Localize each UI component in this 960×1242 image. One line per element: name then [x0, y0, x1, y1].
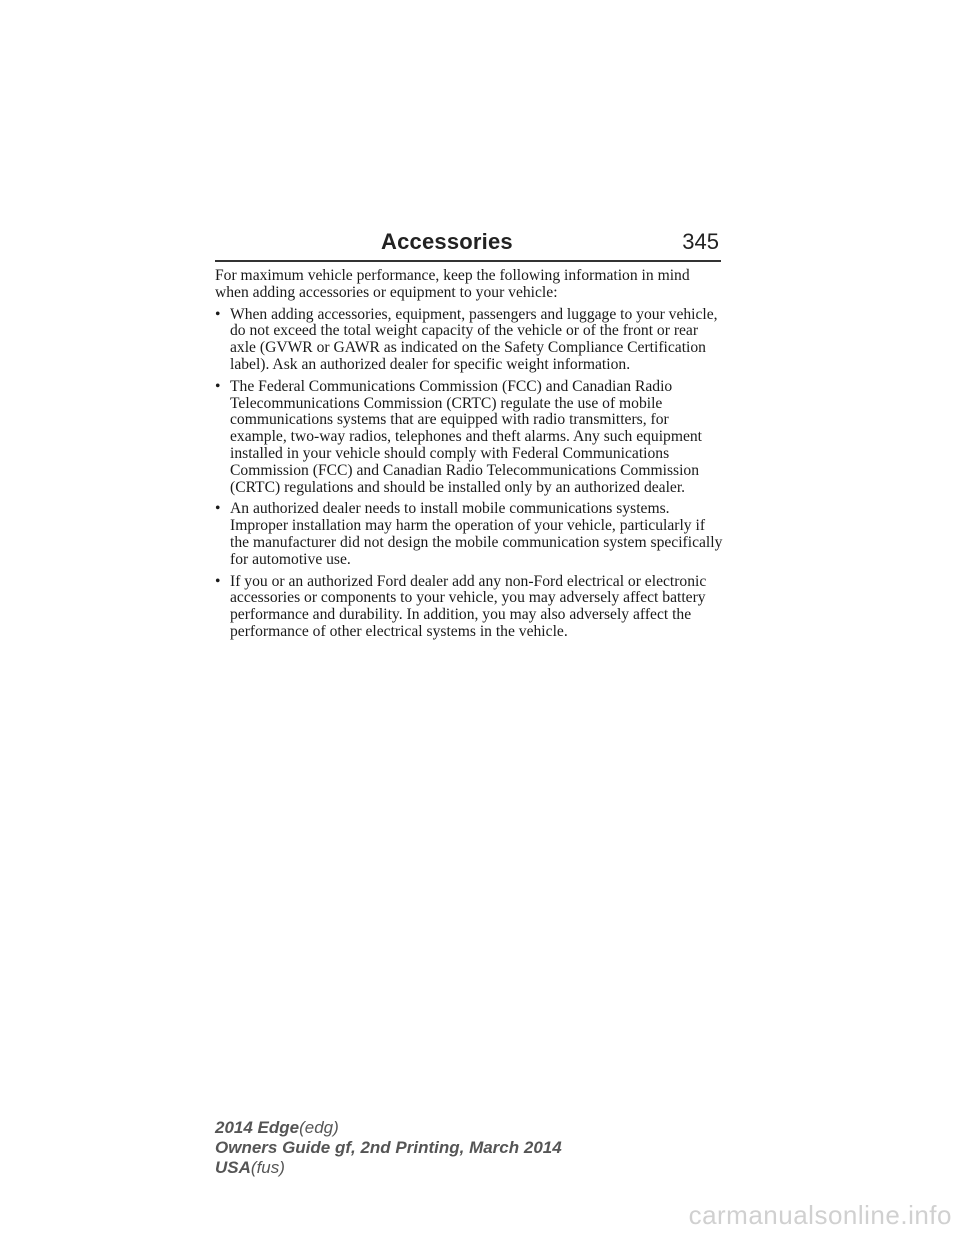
bullet-icon: • [215, 377, 221, 395]
footer-market-code: (fus) [250, 1158, 285, 1177]
list-item-text: The Federal Communications Commission (FCC) and Canadian Radio Telecommunications Commission (CRTC) regulate the use of mobile communications systems that are equipped with radio transmitters, for example, two-way radios, telephones and theft alarms. Any such equipment installed in your vehicle should comply with Federal Communications Commission (FCC) and Canadian Radio Telecommunications Commission (CRTC) regulations and should be installed only by an authorized dealer. [230, 377, 703, 496]
footer-model-code: (edg) [299, 1118, 339, 1137]
list-item-text: When adding accessories, equipment, passengers and luggage to your vehicle, do not exceed the total weight capacity of the vehicle or of the front or rear axle (GVWR or GAWR as indicated on the Safety Compliance Certification label). Ask an authorized dealer for specific weight information. [230, 305, 718, 373]
bullet-icon: • [215, 500, 221, 518]
list-item [215, 574, 725, 641]
page-header [215, 228, 721, 262]
intro-paragraph: For maximum vehicle performance, keep the following information in mind when adding accessories or equipment to your vehicle: [215, 267, 690, 301]
list-item [215, 379, 725, 497]
list-item-text: An authorized dealer needs to install mobile communications systems. Improper installation may harm the operation of your vehicle, particularly if the manufacturer did not design the mobile communication system specifically for automotive use. [230, 500, 723, 568]
footer-line-model [215, 1118, 562, 1138]
footer-line-market [215, 1158, 562, 1178]
footer-model-name: 2014 Edge [215, 1118, 300, 1137]
bullet-icon: • [215, 305, 221, 323]
bullet-list [215, 307, 725, 641]
page-content [215, 268, 725, 646]
list-item [215, 501, 725, 568]
bullet-icon: • [215, 572, 221, 590]
footer-line-edition: Owners Guide gf, 2nd Printing, March 2014 [215, 1138, 562, 1157]
page-number: 345 [682, 229, 719, 254]
list-item [215, 307, 725, 374]
footer [215, 1118, 562, 1178]
list-item-text: If you or an authorized Ford dealer add any non-Ford electrical or electronic accessories or components to your vehicle, you may adversely affect battery performance and durability. In addition, you may also adversely affect the performance of other electrical systems in the vehicle. [230, 572, 707, 640]
footer-market-name: USA [215, 1158, 251, 1177]
section-title: Accessories [381, 229, 513, 254]
watermark-text: carmanualsonline.info [688, 1200, 952, 1230]
